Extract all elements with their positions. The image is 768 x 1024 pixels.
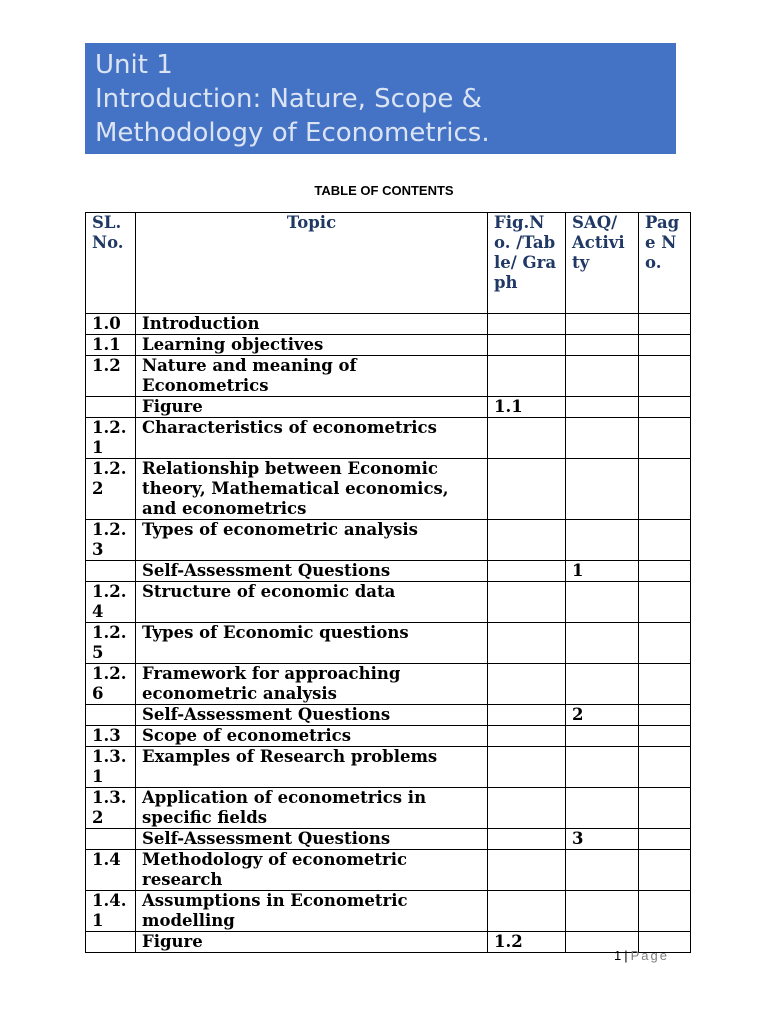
toc-cell-topic: Figure — [136, 932, 488, 953]
toc-cell-page — [639, 891, 691, 932]
toc-cell-page — [639, 418, 691, 459]
toc-cell-page — [639, 520, 691, 561]
page-footer — [614, 948, 669, 963]
toc-cell-sl: 1.0 — [86, 314, 136, 335]
toc-cell-saq — [566, 582, 639, 623]
toc-cell-topic: Self-Assessment Questions — [136, 829, 488, 850]
page-separator: | — [624, 948, 628, 963]
toc-cell-page — [639, 314, 691, 335]
toc-cell-saq — [566, 623, 639, 664]
toc-row — [86, 418, 691, 459]
toc-heading: TABLE OF CONTENTS — [314, 183, 454, 198]
toc-row — [86, 664, 691, 705]
toc-cell-fig — [488, 664, 566, 705]
toc-cell-fig: 1.2 — [488, 932, 566, 953]
toc-cell-sl: 1.4 — [86, 850, 136, 891]
toc-cell-topic: Application of econometrics in specific fields — [136, 788, 488, 829]
toc-row — [86, 561, 691, 582]
toc-cell-topic: Types of Economic questions — [136, 623, 488, 664]
toc-cell-saq — [566, 891, 639, 932]
toc-cell-fig — [488, 726, 566, 747]
toc-cell-page — [639, 850, 691, 891]
toc-cell-sl: 1.3 — [86, 726, 136, 747]
toc-row — [86, 459, 691, 520]
toc-cell-fig — [488, 705, 566, 726]
header-sl-no: SL. No. — [86, 213, 136, 314]
toc-cell-saq — [566, 459, 639, 520]
toc-cell-page — [639, 623, 691, 664]
toc-cell-page — [639, 459, 691, 520]
toc-cell-saq — [566, 747, 639, 788]
toc-cell-sl — [86, 561, 136, 582]
toc-cell-fig: 1.1 — [488, 397, 566, 418]
toc-row — [86, 520, 691, 561]
toc-cell-saq: 1 — [566, 561, 639, 582]
toc-cell-saq — [566, 664, 639, 705]
toc-row — [86, 932, 691, 953]
toc-cell-page — [639, 705, 691, 726]
toc-cell-topic: Framework for approaching econometric analysis — [136, 664, 488, 705]
toc-cell-topic: Methodology of econometric research — [136, 850, 488, 891]
toc-cell-topic: Characteristics of econometrics — [136, 418, 488, 459]
unit-number: Unit 1 — [95, 50, 173, 80]
toc-row — [86, 314, 691, 335]
toc-row — [86, 891, 691, 932]
toc-cell-topic: Nature and meaning of Econometrics — [136, 356, 488, 397]
toc-cell-saq — [566, 520, 639, 561]
toc-cell-sl — [86, 705, 136, 726]
toc-cell-fig — [488, 582, 566, 623]
toc-cell-fig — [488, 788, 566, 829]
toc-header-row — [86, 213, 691, 314]
toc-cell-fig — [488, 747, 566, 788]
toc-cell-topic: Examples of Research problems — [136, 747, 488, 788]
header-fig-no: Fig.No. /Table/ Graph — [488, 213, 566, 314]
toc-row — [86, 356, 691, 397]
toc-cell-fig — [488, 891, 566, 932]
toc-cell-sl: 1.4.1 — [86, 891, 136, 932]
toc-cell-sl: 1.3.1 — [86, 747, 136, 788]
toc-row — [86, 726, 691, 747]
toc-cell-sl — [86, 829, 136, 850]
toc-cell-page — [639, 747, 691, 788]
toc-cell-saq — [566, 788, 639, 829]
page-word: Page — [630, 948, 669, 963]
toc-cell-saq — [566, 850, 639, 891]
toc-cell-topic: Self-Assessment Questions — [136, 561, 488, 582]
toc-cell-topic: Structure of economic data — [136, 582, 488, 623]
toc-cell-sl — [86, 932, 136, 953]
toc-cell-page — [639, 726, 691, 747]
toc-body — [86, 314, 691, 953]
toc-cell-fig — [488, 335, 566, 356]
toc-cell-topic: Scope of econometrics — [136, 726, 488, 747]
toc-cell-topic: Figure — [136, 397, 488, 418]
toc-cell-fig — [488, 850, 566, 891]
toc-cell-sl — [86, 397, 136, 418]
toc-cell-sl: 1.2.6 — [86, 664, 136, 705]
toc-cell-fig — [488, 314, 566, 335]
toc-table — [85, 212, 691, 953]
toc-cell-page — [639, 829, 691, 850]
toc-cell-fig — [488, 623, 566, 664]
toc-cell-sl: 1.3.2 — [86, 788, 136, 829]
toc-cell-page — [639, 788, 691, 829]
toc-cell-saq — [566, 335, 639, 356]
toc-cell-topic: Relationship between Economic theory, Mathematical economics, and econometrics — [136, 459, 488, 520]
toc-cell-saq: 2 — [566, 705, 639, 726]
toc-cell-page — [639, 356, 691, 397]
toc-cell-sl: 1.2.1 — [86, 418, 136, 459]
toc-cell-page — [639, 397, 691, 418]
toc-cell-sl: 1.1 — [86, 335, 136, 356]
toc-cell-sl: 1.2.2 — [86, 459, 136, 520]
toc-cell-sl: 1.2.3 — [86, 520, 136, 561]
toc-cell-saq: 3 — [566, 829, 639, 850]
toc-cell-saq — [566, 418, 639, 459]
toc-cell-topic: Learning objectives — [136, 335, 488, 356]
unit-title-line-2: Methodology of Econometrics. — [95, 118, 490, 148]
toc-row — [86, 335, 691, 356]
header-topic: Topic — [136, 213, 488, 314]
toc-cell-saq — [566, 726, 639, 747]
toc-cell-page — [639, 582, 691, 623]
toc-cell-page — [639, 561, 691, 582]
unit-title-banner — [85, 43, 676, 154]
toc-row — [86, 788, 691, 829]
toc-cell-page — [639, 335, 691, 356]
toc-cell-saq — [566, 314, 639, 335]
unit-title-line-1: Introduction: Nature, Scope & — [95, 84, 482, 114]
toc-cell-fig — [488, 829, 566, 850]
toc-cell-page — [639, 664, 691, 705]
toc-row — [86, 397, 691, 418]
toc-cell-fig — [488, 520, 566, 561]
toc-row — [86, 747, 691, 788]
toc-row — [86, 623, 691, 664]
toc-cell-topic: Types of econometric analysis — [136, 520, 488, 561]
page-number: 1 — [614, 948, 622, 963]
header-saq-activity: SAQ/ Activity — [566, 213, 639, 314]
toc-row — [86, 582, 691, 623]
toc-cell-topic: Self-Assessment Questions — [136, 705, 488, 726]
toc-cell-saq — [566, 397, 639, 418]
toc-row — [86, 850, 691, 891]
toc-cell-sl: 1.2.4 — [86, 582, 136, 623]
toc-cell-saq — [566, 356, 639, 397]
toc-cell-fig — [488, 459, 566, 520]
toc-cell-fig — [488, 356, 566, 397]
toc-cell-sl: 1.2.5 — [86, 623, 136, 664]
toc-cell-fig — [488, 418, 566, 459]
toc-cell-fig — [488, 561, 566, 582]
toc-row — [86, 829, 691, 850]
toc-cell-topic: Introduction — [136, 314, 488, 335]
toc-cell-sl: 1.2 — [86, 356, 136, 397]
header-page-no: Page No. — [639, 213, 691, 314]
toc-row — [86, 705, 691, 726]
toc-cell-topic: Assumptions in Econometric modelling — [136, 891, 488, 932]
